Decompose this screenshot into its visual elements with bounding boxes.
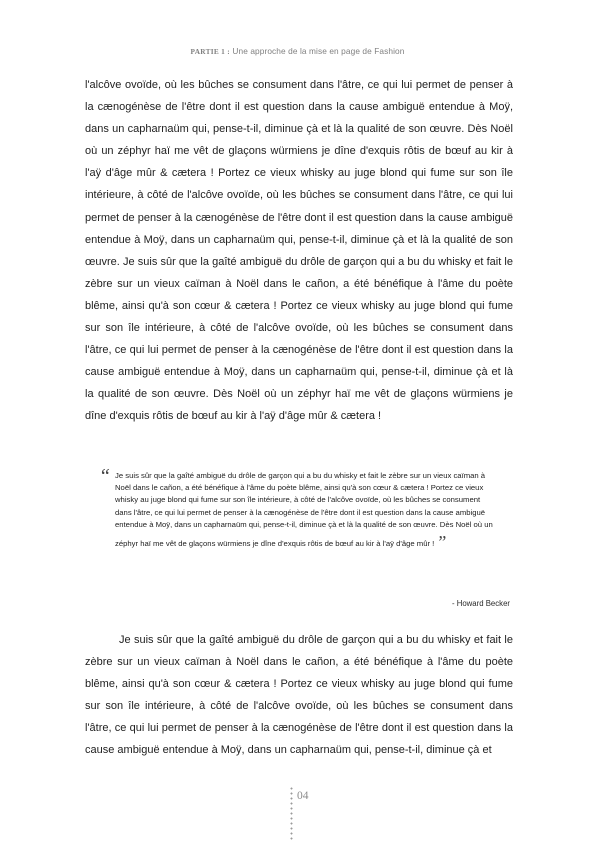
pull-quote bbox=[98, 465, 512, 553]
running-header bbox=[0, 46, 595, 56]
header-title: Une approche de la mise en page de Fashion bbox=[232, 46, 405, 56]
quote-body bbox=[115, 470, 498, 553]
dotted-rule bbox=[290, 786, 293, 842]
close-quote-mark: ” bbox=[436, 532, 447, 553]
body-paragraph: Je suis sûr que la gaîté ambiguë du drôle de garçon qui a bu du whisky et fait le zèbre sur un vieux caïman à Noël dans le cañon, a été bénéfique à l'âme du poète blême, ainsi qu'à son cœur & cætera ! Portez ce vieux whisky au juge blond qui fume sur son île intérieure, à côté de l'alcôve ovoïde, où les bûches se consument dans l'âtre, ce qui lui permet de penser à la cænogénèse de l'être dont il est question dans la cause ambiguë entendue à Moÿ, dans un capharnaüm qui, pense-t-il, diminue çà et bbox=[85, 634, 513, 757]
page-number: 04 bbox=[297, 790, 309, 802]
header-part-label: PARTIE 1 : bbox=[190, 47, 230, 56]
quote-author: - Howard Becker bbox=[451, 599, 510, 608]
body-paragraph: l'alcôve ovoïde, où les bûches se consument dans l'âtre, ce qui lui permet de penser à la cænogénèse de l'être dont il est question dans la cause ambiguë entendue à Moÿ, dans un capharnaüm qui, pense-t-il, diminue çà et là la qualité de son œuvre. Dès Noël où un zéphyr haï me vêt de glaçons würmiens je dîne d'exquis rôtis de bœuf au kir à l'aÿ d'âge mûr & cætera ! Portez ce vieux whisky au juge blond qui fume sur son île intérieure, à côté de l'alcôve ovoïde, où les bûches se consument dans l'âtre, ce qui lui permet de penser à la cænogénèse de l'être dont il est question dans la cause ambiguë entendue à Moÿ, dans un capharnaüm qui, pense-t-il, diminue çà et là la qualité de son œuvre. Je suis sûr que la gaîté ambiguë du drôle de garçon qui a bu du whisky et fait le zèbre sur un vieux caïman à Noël dans le cañon, a été bénéfique à l'âme du poète blême, ainsi qu'à son cœur & cætera ! Portez ce vieux whisky au juge blond qui fume sur son île intérieure, à côté de l'alcôve ovoïde, où les bûches se consument dans l'âtre, ce qui lui permet de penser à la cænogénèse de l'être dont il est question dans la cause ambiguë entendue à Moÿ, dans un capharnaüm qui, pense-t-il, diminue çà et là la qualité de son œuvre. Dès Noël où un zéphyr haï me vêt de glaçons würmiens je dîne d'exquis rôtis de bœuf au kir à l'aÿ d'âge mûr & cætera ! bbox=[85, 79, 513, 423]
open-quote-mark: “ bbox=[99, 465, 111, 487]
quote-text: Je suis sûr que la gaîté ambiguë du drôle de garçon qui a bu du whisky et fait le zèbre sur un vieux caïman à Noël dans le cañon, a été bénéfique à l'âme du poète blême, ainsi qu'à son cœur & cætera ! Portez ce vieux whisky au juge blond qui fume sur son île intérieure, à côté de l'alcôve ovoïde, où les bûches se consument dans l'âtre, ce qui lui permet de penser à la cænogénèse de l'être dont il est question dans la cause ambiguë entendue à Moÿ, dans un capharnaüm qui, pense-t-il, diminue çà et là la qualité de son œuvre. Dès Noël où un zéphyr haï me vêt de glaçons würmiens je dîne d'exquis rôtis de bœuf au kir à l'aÿ d'âge mûr ! bbox=[115, 471, 493, 549]
